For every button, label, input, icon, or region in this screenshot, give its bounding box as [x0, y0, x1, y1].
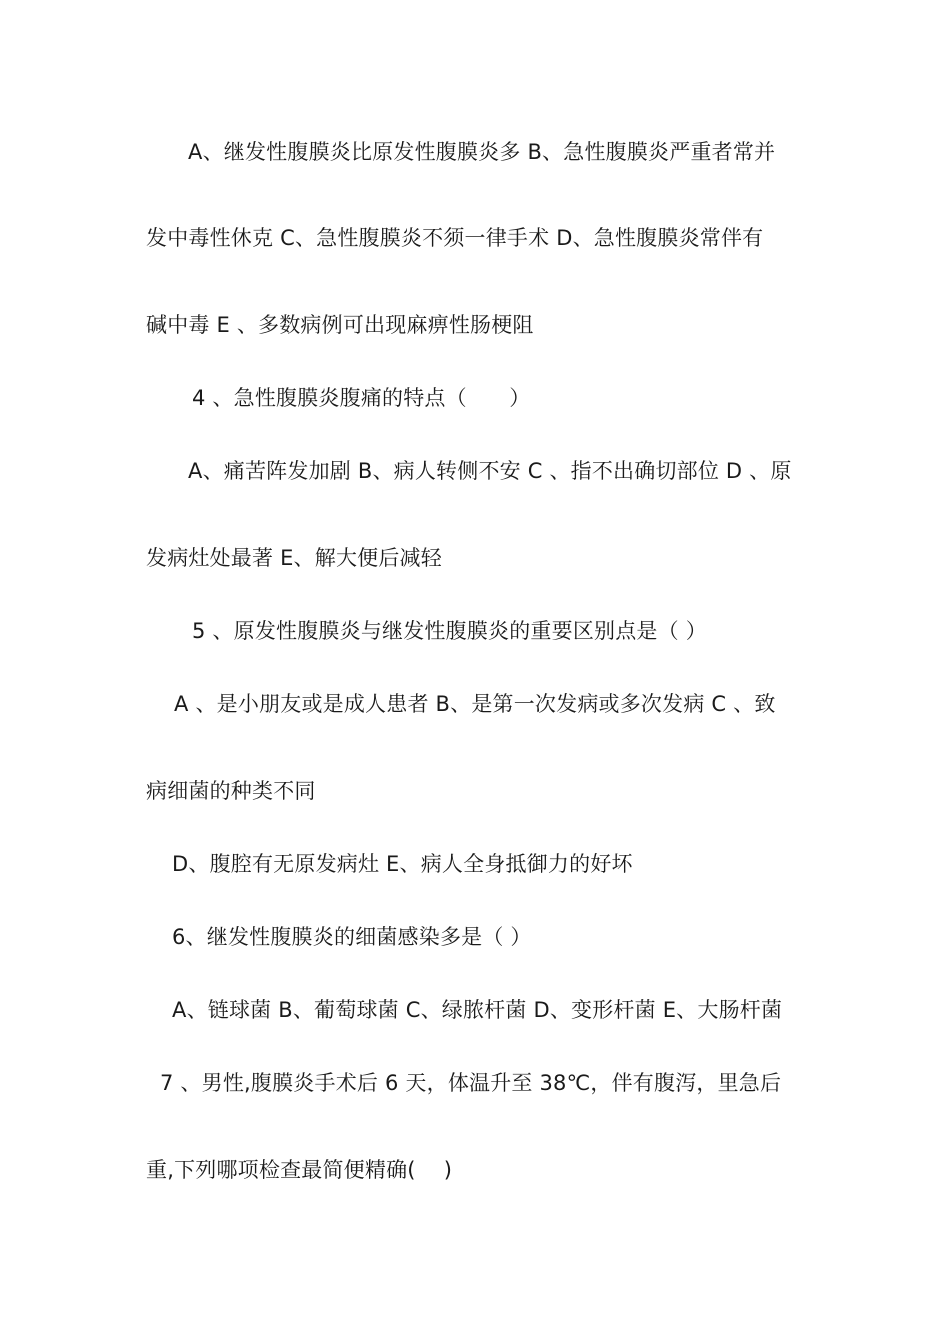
- text-line-q5-options-3: D、腹腔有无原发病灶 E、病人全身抵御力的好坏: [172, 852, 633, 876]
- text-line-q5-options-1: A 、是小朋友或是成人患者 B、是第一次发病或多次发病 C 、致: [174, 692, 776, 716]
- text-line-q3-options-1: A、继发性腹膜炎比原发性腹膜炎多 B、急性腹膜炎严重者常并: [188, 140, 776, 164]
- question-5: 5 、原发性腹膜炎与继发性腹膜炎的重要区别点是（ ）: [192, 619, 707, 643]
- question-7-line-1: 7 、男性,腹膜炎手术后 6 天，体温升至 38℃，伴有腹泻，里急后: [160, 1071, 782, 1095]
- question-4: 4 、急性腹膜炎腹痛的特点（ ）: [192, 386, 531, 410]
- text-line-q4-options-2: 发病灶处最著 E、解大便后减轻: [146, 546, 442, 570]
- text-line-q6-options: A、链球菌 B、葡萄球菌 C、绿脓杆菌 D、变形杆菌 E、大肠杆菌: [172, 998, 783, 1022]
- question-6: 6、继发性腹膜炎的细菌感染多是（ ）: [172, 925, 532, 949]
- text-line-q4-options-1: A、痛苦阵发加剧 B、病人转侧不安 C 、指不出确切部位 D 、原: [188, 459, 792, 483]
- question-7-line-2: 重,下列哪项检查最简便精确( ): [146, 1158, 453, 1182]
- text-line-q3-options-2: 发中毒性休克 C、急性腹膜炎不须一律手术 D、急性腹膜炎常伴有: [146, 226, 764, 250]
- text-line-q3-options-3: 碱中毒 E 、多数病例可出现麻痹性肠梗阻: [146, 313, 534, 337]
- text-line-q5-options-2: 病细菌的种类不同: [146, 779, 316, 803]
